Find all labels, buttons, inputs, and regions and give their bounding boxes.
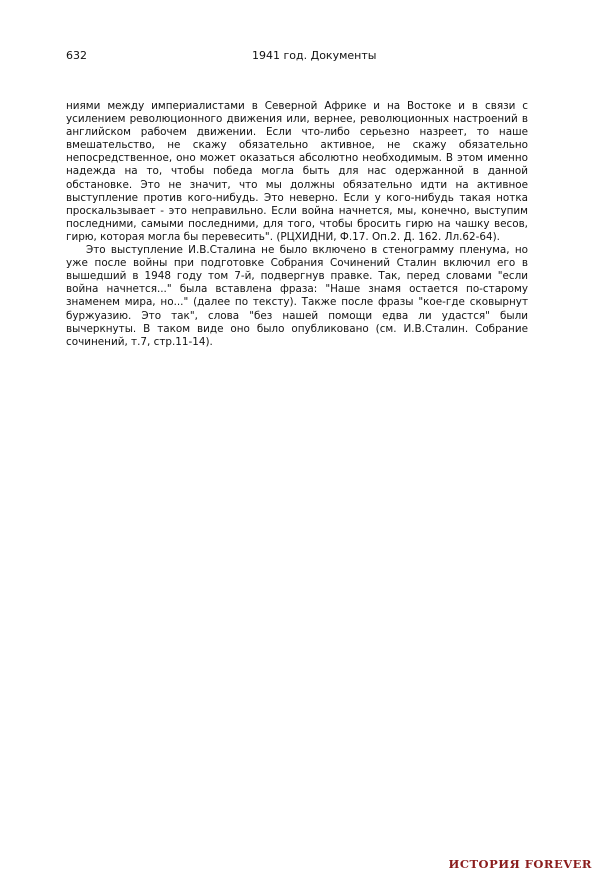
- running-header-title: 1941 год. Документы: [252, 49, 377, 62]
- body-text: [66, 100, 528, 349]
- paragraph-continuation: ниями между империалистами в Северной Африке и на Востоке и в связи с усилением революционного движения или, вернее, революционных настроений в английском рабочем движении. Если что-либо серьезно назреет, то наше вмешательство, не скажу обязательно активное, не скажу обязательно непосредственное, оно может оказаться абсолютно необходимым. В этом именно надежда на то, чтобы победа могла быть для нас одержанной в данной обстановке. Это не значит, что мы должны обязательно идти на активное выступление против кого-нибудь. Это неверно. Если у кого-нибудь такая нотка проскальзывает - это неправильно. Если война начнется, мы, конечно, выступим последними, самыми последними, для того, чтобы бросить гирю на чашку весов, гирю, которая могла бы перевесить". (РЦХИДНИ, Ф.17. Оп.2. Д. 162. Лл.62-64).: [66, 100, 528, 243]
- running-header: [66, 49, 534, 67]
- page-number: 632: [66, 49, 87, 62]
- paragraph-commentary: Это выступление И.В.Сталина не было включено в стенограмму пленума, но уже после войны при подготовке Собрания Сочинений Сталин включил его в вышедший в 1948 году том 7-й, подвергнув правке. Так, перед словами "если война начнется..." была вставлена фраза: "Наше знамя остается по-старому знаменем мира, но..." (далее по тексту). Также после фразы "кое-где сковырнут буржуазию. Это так", слова "без нашей помощи едва ли удастся" были вычеркнуты. В таком виде оно было опубликовано (см. И.В.Сталин. Собрание сочинений, т.7, стр.11-14).: [66, 244, 528, 348]
- watermark-logo: ИСТОРИЯ FOREVER: [448, 857, 592, 871]
